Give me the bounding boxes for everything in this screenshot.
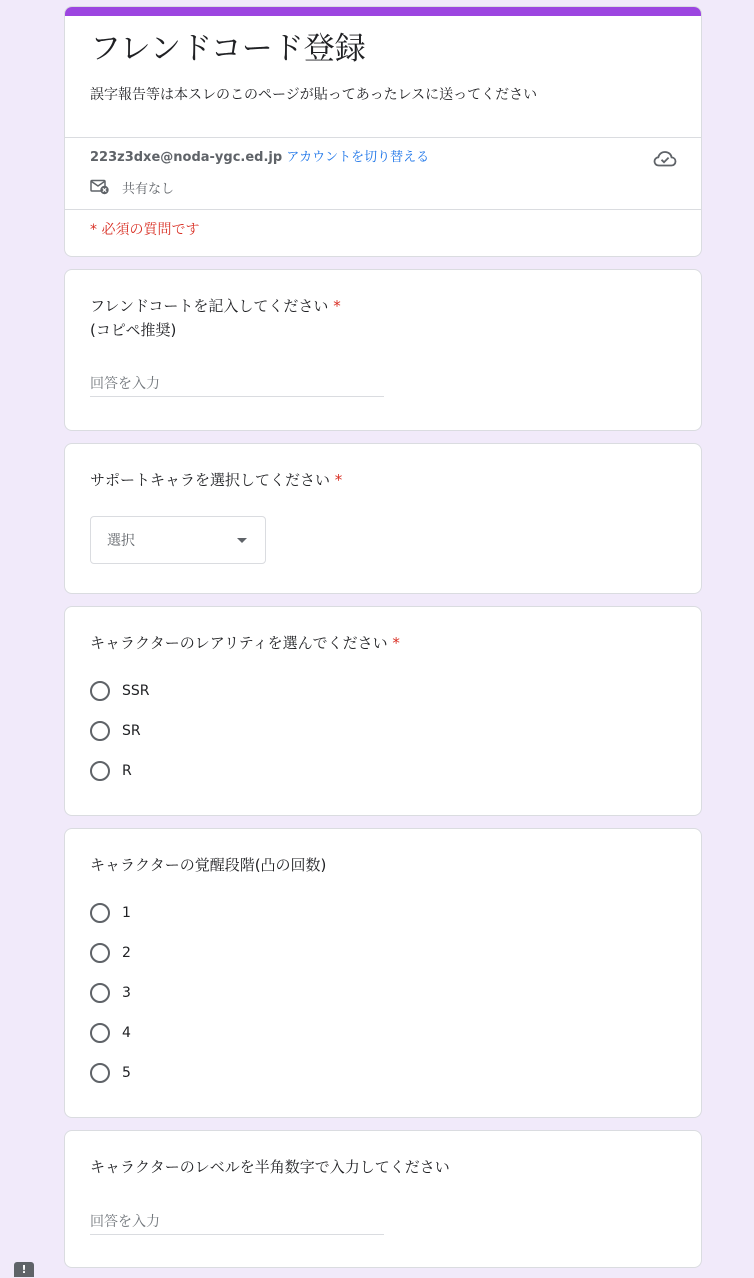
radio-option-r[interactable] [90,761,132,781]
dropdown-selected-value: 選択 [107,533,135,549]
switch-account-link[interactable]: アカウントを切り替える [286,150,430,165]
level-input[interactable] [90,1210,384,1235]
question-card-support-character [64,443,702,594]
radio-option-sr[interactable] [90,721,141,741]
question-title-text: キャラクターのレアリティを選んでください [90,634,388,652]
radio-button[interactable] [90,983,110,1003]
radio-option-4[interactable] [90,1023,131,1043]
support-character-dropdown[interactable] [90,516,266,564]
share-status-row [90,177,174,197]
radio-option-3[interactable] [90,983,131,1003]
radio-label: 3 [122,985,131,1001]
form-header-card [64,6,702,257]
account-email: 223z3dxe@noda-ygc.ed.jp [90,150,283,165]
share-status-text: 共有なし [122,181,175,197]
question-title-text: キャラクターの覚醒段階(凸の回数) [90,856,327,874]
required-divider [65,209,701,210]
report-problem-icon[interactable]: ! [14,1262,34,1277]
radio-button[interactable] [90,1023,110,1043]
radio-button[interactable] [90,721,110,741]
question-title [90,294,341,318]
question-title-text: キャラクターのレベルを半角数字で入力してください [90,1158,450,1176]
question-card-rarity [64,606,702,816]
radio-option-ssr[interactable] [90,681,150,701]
form-title: フレンドコード登録 [90,31,366,67]
radio-button[interactable] [90,1063,110,1083]
radio-option-1[interactable] [90,903,131,923]
radio-option-5[interactable] [90,1063,131,1083]
question-title-text: サポートキャラを選択してください [90,471,331,489]
question-title [90,853,326,877]
radio-label: SSR [122,683,150,699]
header-divider [65,137,701,138]
radio-label: 4 [122,1025,131,1041]
question-subtitle: (コピペ推奨) [90,321,177,339]
question-title [90,631,400,655]
form-description: 誤字報告等は本スレのこのページが貼ってあったレスに送ってください [90,87,538,103]
radio-button[interactable] [90,903,110,923]
radio-option-2[interactable] [90,943,131,963]
required-note: * 必須の質問です [90,222,200,238]
radio-button[interactable] [90,761,110,781]
mail-no-share-icon [90,179,110,195]
cloud-check-icon [653,149,677,169]
radio-label: 2 [122,945,131,961]
question-card-level [64,1130,702,1268]
question-card-friend-code [64,269,702,431]
radio-button[interactable] [90,681,110,701]
dropdown-arrow-icon [237,538,247,543]
radio-label: SR [122,723,141,739]
required-star: * [334,471,343,489]
question-card-awakening [64,828,702,1118]
question-title-text: フレンドコートを記入してください [90,297,329,315]
account-line [90,149,429,167]
required-star: * [333,297,341,315]
header-accent-bar [64,6,702,16]
radio-label: R [122,763,132,779]
radio-label: 5 [122,1065,131,1081]
question-title [90,468,342,492]
radio-label: 1 [122,905,131,921]
question-title [90,1155,450,1179]
radio-button[interactable] [90,943,110,963]
friend-code-input[interactable] [90,372,384,397]
required-star: * [392,634,400,652]
